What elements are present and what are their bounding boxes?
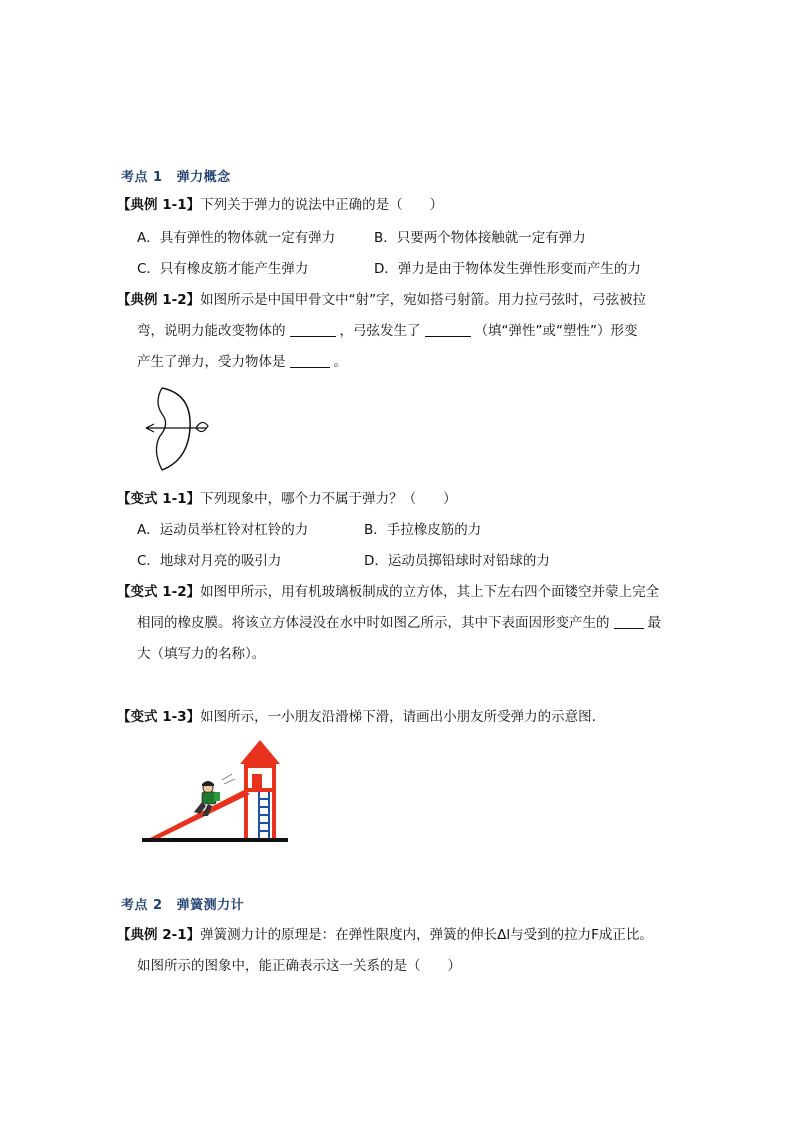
question-tag: 【变式 1-1】 [117, 491, 201, 507]
question-ex1-2 [117, 290, 646, 310]
question-stem: 下列现象中，哪个力不属于弹力？（ ） [200, 491, 457, 507]
text-segment: ，弓弦发生了 [339, 323, 421, 339]
slide-figure [140, 736, 290, 848]
section-title: 弹力概念 [176, 170, 231, 185]
section-number: 考点 1 [121, 170, 163, 185]
option-a: A．运动员举杠铃对杠铃的力 [137, 522, 309, 538]
option-b: B．只要两个物体接触就一定有弹力 [374, 230, 586, 246]
option-d: D．弹力是由于物体发生弹性形变而产生的力 [374, 261, 641, 277]
section-number: 考点 2 [121, 898, 163, 913]
answer-blank [614, 614, 644, 629]
option-b: B．手拉橡皮筋的力 [364, 522, 482, 538]
question-tag: 【变式 1-2】 [117, 584, 201, 600]
text-segment: 最 [647, 615, 661, 631]
question-line [137, 321, 637, 341]
bow-arrow-figure [140, 380, 220, 475]
question-var1-1 [117, 489, 457, 509]
text-segment: 相同的橡皮膜。将该立方体浸没在水中时如图乙所示，其中下表面因形变产生的 [137, 615, 610, 631]
option-d: D．运动员掷铅球时对铅球的力 [364, 553, 550, 569]
question-line: 如图所示的图象中，能正确表示这一关系的是（ ） [137, 958, 461, 974]
question-tag: 【典例 2-1】 [117, 927, 201, 943]
question-tag: 【变式 1-3】 [117, 709, 201, 725]
answer-blank [290, 322, 336, 337]
question-text: 如图所示是中国甲骨文中“射”字，宛如搭弓射箭。用力拉弓弦时，弓弦被拉 [200, 292, 647, 308]
question-stem: 如图所示，一小朋友沿滑梯下滑，请画出小朋友所受弹力的示意图. [200, 709, 596, 725]
text-segment: （填“弹性”或“塑性”）形变 [474, 323, 638, 339]
section-heading-2 [121, 894, 244, 913]
question-text: 如图甲所示，用有机玻璃板制成的立方体，其上下左右四个面镂空并蒙上完全 [200, 584, 660, 600]
answer-blank [290, 353, 330, 368]
question-tag: 【典例 1-1】 [117, 197, 201, 213]
question-var1-3 [117, 707, 596, 727]
question-ex1-1 [117, 195, 443, 215]
question-line: 大（填写力的名称）。 [137, 646, 266, 662]
answer-blank [425, 322, 471, 337]
question-stem: 下列关于弹力的说法中正确的是（ ） [200, 197, 444, 213]
question-line [137, 613, 661, 633]
text-segment: 弯，说明力能改变物体的 [137, 323, 286, 339]
text-segment: 。 [333, 354, 347, 370]
question-line [137, 352, 347, 372]
question-ex2-1 [117, 925, 653, 945]
section-title: 弹簧测力计 [176, 898, 245, 913]
question-tag: 【典例 1-2】 [117, 292, 201, 308]
question-var1-2 [117, 582, 659, 602]
question-text: 弹簧测力计的原理是：在弹性限度内，弹簧的伸长Δl与受到的拉力F成正比。 [200, 927, 653, 943]
option-c: C．只有橡皮筋才能产生弹力 [137, 261, 309, 277]
text-segment: 产生了弹力，受力物体是 [137, 354, 286, 370]
option-c: C．地球对月亮的吸引力 [137, 553, 282, 569]
option-a: A．具有弹性的物体就一定有弹力 [137, 230, 336, 246]
section-heading-1 [121, 166, 231, 185]
